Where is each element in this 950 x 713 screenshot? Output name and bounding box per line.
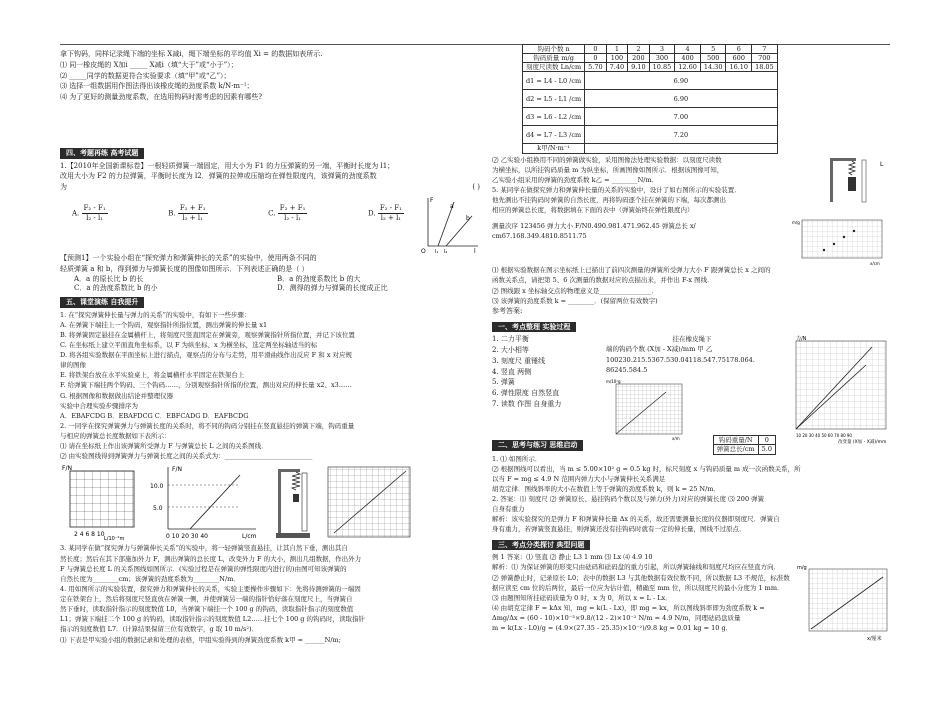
svg-text:5.0: 5.0 [153,505,163,513]
table-row: 钩码个数 n 0 1 2 3 4 5 6 7 [523,45,778,54]
svg-text:10 20 30 40 50 60 70 80: 10 20 30 40 50 60 70 80 90 [796,433,852,439]
data-table-1 [522,44,778,154]
svg-text:改变量 (X加 - X减)/mm: 改变量 (X加 - X减)/mm [838,440,887,446]
question-4: ⑷ 为了更好的测量劲度系数，在选用钩码时需考虑的因素有哪些? [60,93,262,101]
option-c[interactable]: C. $\frac{\text{F₂ + F₁}}{\text{l₂ - l₁}}$ [268,203,306,222]
question-2: ⑵ _____同学的数据更符合实验要求（填“甲”或“乙”）； [60,71,231,80]
svg-text:F/N: F/N [172,466,182,474]
q2-line-c: 乙实验小组采用的弹簧的劲度系数 k乙 = ________N/m． [492,175,659,184]
predict-1-line-b: 轻质弹簧 a 和 b，得到弹力与弹簧长度的图像如图所示．下列表述正确的是（ ） [60,264,309,273]
exercise-2: 2. 一同学在探究弹簧弹力与弹簧长度的关系时，将不同的钩码分别挂在竖直悬挂的弹簧下端，钩码重量 与相应的弹簧总长度数据如下表所示： ⑴ 请在坐标纸上作出该弹簧所受弹力 F 与弹簧总长 L 之间的关系图线． ⑵ 由实验图线得到弹簧弹力与弹簧长度之间的关系式为：___________________________ [60,421,355,461]
answer-table-2 [713,435,776,454]
p5-line-c: 相应的弹簧总长度，将数据填在下面的表中（弹簧始终在弹性限度内） [492,206,694,215]
section-header-5: 五、课堂演练 自我提升 [60,297,144,308]
svg-text:x/m: x/m [672,435,680,441]
problem-1-line-b: 改用大小为 F2 的力拉弹簧，平衡时长度为 l2．弹簧的拉伸或压缩均在弹性限度内，该弹簧的劲度系数 [60,172,377,181]
predict-1-line-a: 【预测1】一个实验小组在“探究弹力和弹簧伸长的关系”的实验中，使用两条不同的 [60,253,317,262]
svg-text:a: a [450,202,454,210]
table-row: d3 = L6 - L2 /cm 7.00 [523,108,778,126]
option-b[interactable]: B. $\frac{\text{F₂ + F₁}}{\text{l₂ + l₁}}$ [168,203,206,222]
spring-ab-graph [420,194,480,254]
p5-line-b: 他先测出不挂钩码时弹簧的自然长度，再将钩码逐个挂在弹簧的下端，每次都测出 [492,196,726,204]
predict-option-d[interactable]: D．测得的弹力与弹簧的长度成正比 [277,284,388,292]
svg-text:力/N: 力/N [796,336,807,343]
table-row: 钩码重量/N 0 [713,436,775,445]
q2-line-a: ⑵ 乙实验小组换用不同的弹簧做实验，采用图像法处理实验数据：以刻度尺读数 [492,155,722,164]
q2-line-b: 为横坐标，以所挂钩码质量 m 为纵坐标，所画图像如图所示．根据该图像可知， [492,165,724,174]
p5-line-d: 测量次序 123456 弹力大小 F/N0.490.981.471.962.45 弹簧总长 x/ [492,222,696,231]
svg-text:l: l [474,247,476,255]
table-row: d4 = L7 - L3 /cm 7.20 [523,126,778,144]
svg-text:10.0: 10.0 [150,483,164,491]
problem-1-line-a: 1.【2010年全国新课标卷】一根轻质弹簧一端固定，用大小为 F1 的力压弹簧的另一端，平衡时长度为 l1； [60,161,395,170]
right-column [492,45,892,705]
table-row: d1 = L4 - L0 /cm 6.90 [523,72,778,90]
question-3: ⑶ 选择一组数据用作图法得出该橡皮绳的劲度系数 k/N·m⁻¹； [60,82,254,91]
predict-option-b[interactable]: B．a 的劲度系数比 b 的大 [277,275,361,284]
example-1-solution: 例 1 答案：⑴ 竖直 ⑵ 静止 L3 1 mm ⑶ Lx ⑷ 4.9 10 解析：⑴ 为保证弹簧的形变只由砝码和砝码盘的重力引起，所以弹簧轴线和刻度尺均应在竖直方向． ⑵ 弹簧静止时，记录原长 L0；表中的数据 L3 与其他数据有效位数不同，所以数据 L3 不规范，标准数 据应读至 cm 位的后两位，最后一位应为估计值，精确至 mm 位，所以刻度尺的最小分度为 1 mm． ⑶ 由题图知所挂砝码质量为 0 时，x 为 0，所以 x = L - Lx． ⑷ 由胡克定律 F = kΔx 知，mg = k(L - Lx)，即 mg = kx，所以图线斜率即为劲度系数 k = Δmg/Δx = (60 - 10)×10⁻³×9.8/(12 - 2)×10⁻² N/m = 4.9 N/m，同理砝码盘质量 m = k(Lx - L0)/g = (4.9×(27.35 - 25.35)×10⁻²)/9.8 kg = 0.01 kg = 10 g． [492,553,790,633]
answer-section-2: 二、思考与练习 思维启动 [492,440,583,451]
mass-length-graph [797,563,892,643]
svg-text:m/g: m/g [797,565,807,572]
section-header-4: 四、考题再练 高考试题 [60,148,144,159]
answer-think-practice: 1. ⑴ 如图所示． ⑵ 根据图线可以看出，当 m ≤ 5.00×10² g = 0.5 kg 时，标尺刻度 x 与钩码质量 m 成一次函数关系，所 以当 F = mg ≤ 4.9 N 范围内弹力大小与弹簧伸长关系满足 胡克定律．图线斜率的大小在数值上等于弹簧的劲度系数 k，则 k = 25 N/m． 2. 答案：⑴ 刻度尺 ⑵ 弹簧原长、悬挂钩码个数以及与弹力(外力)对应的弹簧长度 ⑶ 200 弹簧 自身有重力 解析：该实验探究的是弹力 F 和弹簧伸长量 Δx 的关系，故还需要测量长度的仪器即刻度尺．弹簧自 身有重力，若弹簧竖直悬挂，则弹簧还没有挂钩码时就有一定的伸长量，图线不过原点． [492,454,801,534]
exercise-5-subquestions: ⑴ 根据实验数据在图示坐标纸上已描出了前四次测量的弹簧所受弹力大小 F 跟弹簧总长 x 之间的 函数关系点，请把第 5、6 次测量的数据对应的点描出来，并作出 F-x 图线． ⑵ 图线跟 x 坐标轴交点的物理意义是________________． ⑶ 该弹簧的劲度系数 k = ________．(保留两位有效数字) [492,266,771,305]
answer-section-1: 一、考点整理 实验过程 [492,322,576,333]
force-change-graph [782,335,892,445]
svg-text:0 10 20 30 40: 0 10 20 30 40 [166,533,208,541]
svg-text:F/N: F/N [62,465,72,473]
question-1: ⑴ 同一橡皮绳的 X加i _____ X减i（填“大于”或“小于”）； [60,60,238,69]
table-row: k甲/N·m⁻¹ [523,144,778,153]
F-x-scatter-grid [792,216,892,266]
svg-text:m/g: m/g [792,220,800,226]
svg-text:x/厘米: x/厘米 [867,636,882,643]
svg-text:b: b [466,214,470,222]
predict-option-a[interactable]: A．a 的原长比 b 的长 [74,275,144,284]
table-row: 刻度尺读数 Ln/cm 5.70 7.40 9.10 10.85 12.60 14.30 16.10 18.05 [523,63,778,72]
exercise-figures [60,463,480,541]
p5-line-e: cm67.168.349.4810.8511.75 [492,232,587,241]
option-a[interactable]: A. $\frac{\text{F₂ - F₁}}{\text{l₂ - l₁}}$ [72,203,106,222]
problem-1-line-c: 为 ( ) [60,183,480,191]
line-graph-F-L [150,463,260,541]
answer-options [60,202,416,225]
table-row: 钩码质量 m/g 0 100 200 300 400 500 600 700 [523,54,778,63]
svg-text:L: L [880,160,884,168]
exercise-3-4: 3. 某同学在做“探究弹力与弹簧伸长关系”的实验中，将一轻弹簧竖直悬挂，让其自然下垂，测出其自 然长度；然后在其下部施加外力 F，测出弹簧的总长度 L，改变外力 F 的大小，测出几组数据，作出外力 F 与弹簧总长度 L 的关系图线如图所示．(实验过程是在弹簧的弹性限度内进行的)由图可知该弹簧的 自然长度为________cm；该弹簧的劲度系数为________N/m． 4. 用如图所示的实验装置，探究弹力和弹簧伸长的关系，实验主要操作步骤如下：先将待测弹簧的一端固 定在铁架台上，然后将刻度尺竖直放在弹簧一侧，并使弹簧另一端的指针恰好落在刻度尺上，当弹簧自 然下垂时，读取指针指示的刻度数值 L0，当弹簧下端挂一个 100 g 的钩码，读取指针指示的刻度数值 L1；弹簧下端挂二个 100 g 的钩码，读取指针指示的刻度数值 L2……挂七个 100 g 的钩码时，读取指针 指示的刻度数值 L7．(计算结果保留三位有效数字，g 取 10 m/s²)． ⑴ 下表是甲实验小组的数据记录和处理的表格，甲组实验得到的弹簧劲度系数 k甲 = ______N/m; [60,544,366,644]
svg-text:O: O [421,247,426,255]
svg-text:2 4 6 8 10: 2 4 6 8 10 [74,531,105,539]
svg-text:m/10²g: m/10²g [606,378,621,384]
option-d[interactable]: D. $\frac{\text{F₂ - F₁}}{\text{l₂ + l₁}}$ [368,203,402,222]
blank-grid-graph [324,463,414,541]
left-column [60,50,480,705]
grid-graph-F-L [60,463,140,541]
predict-option-c[interactable]: C．a 的劲度系数比 b 的小 [74,284,158,292]
svg-text:x/cm: x/cm [870,261,880,267]
svg-text:l₂: l₂ [444,248,448,255]
svg-text:L/cm: L/cm [242,533,257,541]
predict-1-options [60,275,480,293]
answer-mid-text: 挂在橡皮绳下 端的钩码个数 (X加 - X减)/mm 甲 乙 100230.215.5367.530.04118.547.75178.064. 86245.584.5 m/10²g x/m [606,335,755,441]
spring-scale-apparatus [822,156,892,206]
answer-section-3: 三、考点分类探讨 典型问题 [492,540,590,551]
svg-text:F: F [430,196,434,204]
exercise-1: 1. 在“探究弹簧伸长量与弹力的关系”的实验中，有如下一些步骤： A. 在弹簧下端挂上一个钩码，观察指针所指位置，测出弹簧的伸长量 x1 B. 将弹簧固定悬挂在金属横杆上，将刻度尺竖直固定在弹簧旁，观察弹簧指针所指位置，并记下该位置 C. 在坐标纸上建立平面直角坐标系，以 F 为纵坐标、x 为横坐标，选定两坐标轴适当的标 D. 将各组实验数据在平面坐标上进行描点，观察点的分布与走势，用平滑曲线作出反应 F 和 x 对应规 律的图像 E. 将铁架台放在水平实验桌上，将金属横杆水平固定在铁架台上 F. 给弹簧下端挂两个钩码、三个钩码……，分别观察指针所指的位置，测出对应的伸长量 x2、x3…… G. 根据图像和数据做出结论并整理仪器 实验中合理实验步骤排序为 A．EBAFCDG B．EBAFDCG C．EBFCADG D．EAFBCDG [60,310,355,420]
answer-list-1: 1. 二力平衡 2. 大小相等 3. 刻度尺 重锤线 4. 竖直 两侧 5. 弹簧 6. 弹性限度 自然竖直 7. 读数 作图 自身重力 [492,335,562,408]
spring-apparatus-image [270,463,314,541]
answer-grid-m-x [606,378,686,440]
p5-line-a: 5. 某同学在做探究弹力和弹簧伸长量的关系的实验中，设计了如右图所示的实验装置． [492,185,741,194]
intro-text: 拿下钩码，同样记录绳下端的坐标 X减i，绳下端坐标的平均值 Xi = 的数据如表所示. [60,50,323,58]
svg-text:L/10⁻²m: L/10⁻²m [104,536,125,543]
svg-text:l₁: l₁ [435,248,439,255]
answers-heading: 参考答案: [492,306,523,315]
table-row: 弹簧总长/cm 5.0 [713,445,775,454]
table-row: d2 = L5 - L1 /cm 6.90 [523,90,778,108]
